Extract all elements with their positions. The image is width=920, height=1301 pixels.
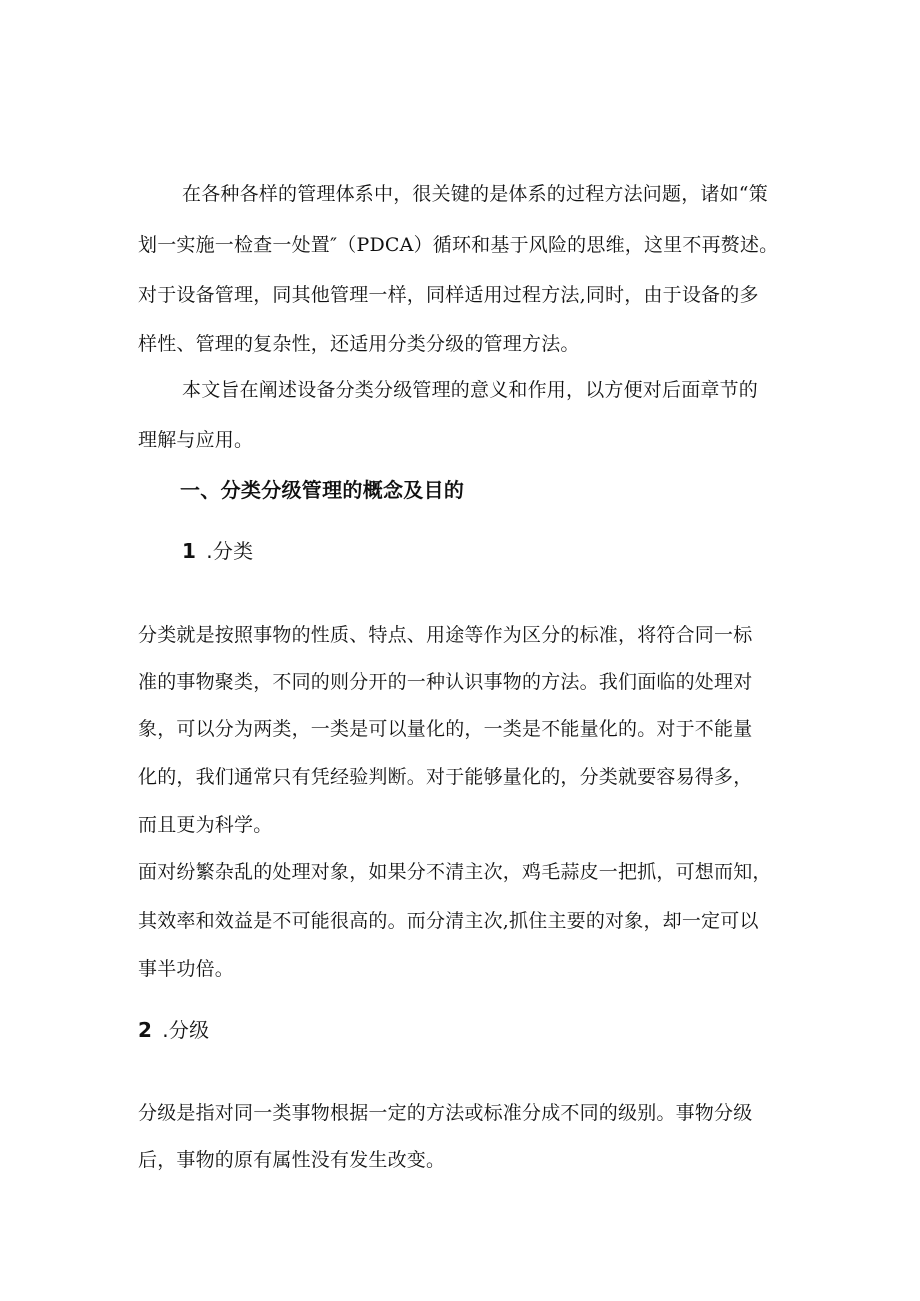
text-line: 在各种各样的管理体系中，很关键的是体系的过程方法问题，诸如“策: [182, 183, 768, 205]
text-line: 准的事物聚类，不同的则分开的一种认识事物的方法。我们面临的处理对: [138, 671, 753, 693]
text-line: 而且更为科学。: [138, 814, 273, 836]
text-line: 样性、管理的复杂性，还适用分类分级的管理方法。: [138, 333, 580, 355]
subheading-number: 1: [182, 539, 197, 563]
text-line: 其效率和效益是不可能很高的。而分清主次,抓住主要的对象，却一定可以: [138, 910, 759, 932]
text-line: 面对纷繁杂乱的处理对象，如果分不清主次，鸡毛蒜皮一把抓，可想而知，: [138, 861, 772, 883]
subheading-label: .分级: [162, 1018, 210, 1042]
subheading-label: .分类: [206, 539, 254, 563]
subheading-classification: [182, 538, 253, 564]
text-line: 理解与应用。: [138, 429, 254, 451]
section-heading: 一、分类分级管理的概念及目的: [180, 478, 465, 502]
text-line: 后，事物的原有属性没有发生改变。: [138, 1149, 446, 1171]
text-line: 事半功倍。: [138, 958, 235, 980]
text-line: 对于设备管理，同其他管理一样，同样适用过程方法,同时，由于设备的多: [138, 284, 759, 306]
subheading-grading: [138, 1017, 209, 1043]
text-line: 象，可以分为两类，一类是可以量化的，一类是不能量化的。对于不能量: [138, 718, 753, 740]
text-line: 本文旨在阐述设备分类分级管理的意义和作用，以方便对后面章节的: [182, 379, 759, 401]
text-line: 划一实施一检查一处置″（PDCA）循环和基于风险的思维，这里不再赘述。: [138, 234, 779, 256]
text-line: 分类就是按照事物的性质、特点、用途等作为区分的标准，将符合同一标: [138, 624, 753, 646]
subheading-number: 2: [138, 1018, 153, 1042]
text-line: 分级是指对同一类事物根据一定的方法或标准分成不同的级别。事物分级: [138, 1102, 753, 1124]
text-line: 化的，我们通常只有凭经验判断。对于能够量化的，分类就要容易得多，: [138, 766, 753, 788]
